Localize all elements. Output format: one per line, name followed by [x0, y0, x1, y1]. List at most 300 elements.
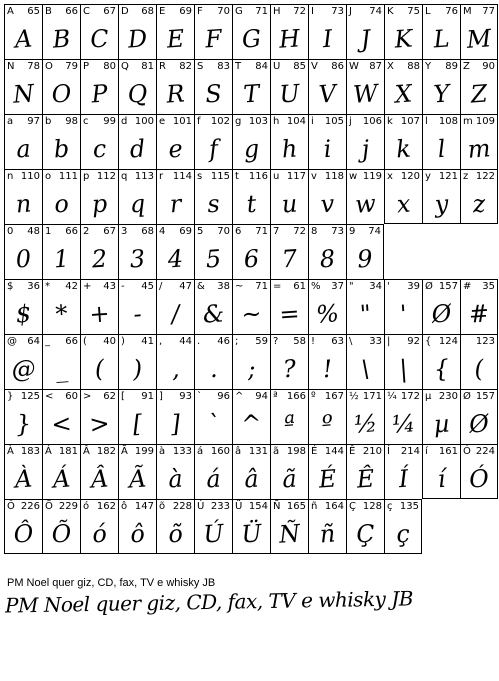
cell-label	[273, 501, 306, 513]
cell-code: 71	[255, 6, 268, 17]
handwritten-glyph: 3	[128, 244, 147, 274]
cell-code: 69	[179, 6, 192, 17]
cell-label	[425, 391, 458, 403]
handwritten-glyph: 8	[318, 244, 337, 274]
cell-character: ~	[235, 281, 244, 292]
glyph-cell	[42, 224, 80, 279]
handwritten-glyph: c	[91, 134, 108, 164]
cell-label	[235, 281, 268, 293]
glyph-cell	[308, 499, 346, 554]
cell-character: >	[83, 391, 92, 402]
cell-code: 75	[407, 6, 420, 17]
cell-label	[349, 61, 382, 73]
handwritten-glyph: z	[471, 189, 487, 218]
cell-label	[45, 6, 78, 18]
cell-code: 36	[27, 281, 40, 292]
cell-code: 113	[134, 171, 154, 182]
handwritten-glyph: \	[360, 354, 371, 384]
cell-label	[83, 116, 116, 128]
cell-code: 46	[217, 336, 230, 347]
handwritten-glyph: 6	[242, 244, 261, 274]
handwritten-glyph: `	[206, 409, 221, 439]
cell-character: X	[387, 61, 394, 72]
cell-character: Ú	[197, 501, 205, 512]
glyph-cell	[422, 4, 460, 59]
glyph-cell	[346, 389, 384, 444]
handwritten-glyph: '	[399, 299, 408, 329]
cell-character: ç	[387, 501, 393, 512]
handwritten-glyph: _	[54, 354, 69, 384]
cell-label	[273, 226, 306, 238]
cell-label	[159, 501, 192, 513]
cell-label	[235, 336, 268, 348]
handwritten-glyph: ½	[352, 409, 379, 439]
glyph-cell	[80, 334, 118, 389]
cell-label	[83, 61, 116, 73]
cell-character: j	[349, 116, 352, 127]
glyph-cell	[346, 334, 384, 389]
glyph-cell	[42, 334, 80, 389]
handwritten-glyph: {	[432, 354, 451, 384]
cell-label	[349, 446, 382, 458]
handwritten-glyph: Ø	[468, 409, 490, 439]
cell-character: _	[45, 336, 50, 347]
cell-label	[7, 336, 40, 348]
glyph-cell	[270, 499, 308, 554]
cell-label	[45, 501, 78, 513]
glyph-cell	[80, 389, 118, 444]
cell-code: 228	[172, 501, 192, 512]
glyph-cell	[308, 224, 346, 279]
glyph-cell	[460, 59, 498, 114]
cell-character: )	[121, 336, 125, 347]
handwritten-glyph: á	[205, 464, 222, 494]
handwritten-glyph: I	[321, 24, 334, 54]
cell-label	[7, 171, 40, 183]
cell-code: 167	[324, 391, 344, 402]
handwritten-glyph: b	[52, 134, 71, 164]
handwritten-glyph: $	[14, 299, 33, 329]
cell-code: 86	[331, 61, 344, 72]
cell-character: à	[159, 446, 166, 457]
cell-code: 34	[369, 281, 382, 292]
handwritten-glyph: n	[14, 189, 33, 219]
cell-label	[45, 61, 78, 73]
glyph-cell	[346, 59, 384, 114]
cell-code: 42	[65, 281, 78, 292]
cell-code: 88	[407, 61, 420, 72]
cell-character: q	[121, 171, 128, 182]
cell-label	[311, 171, 344, 183]
cell-code: 171	[362, 391, 382, 402]
handwritten-glyph: X	[393, 79, 414, 109]
cell-code: 107	[400, 116, 420, 127]
cell-label	[197, 446, 230, 458]
glyph-cell	[80, 4, 118, 59]
handwritten-glyph: |	[398, 354, 409, 384]
cell-label	[7, 61, 40, 73]
cell-code: 162	[96, 501, 116, 512]
handwritten-glyph: ª	[282, 409, 297, 439]
cell-character: Õ	[45, 501, 53, 512]
cell-character: Ã	[121, 446, 128, 457]
handwritten-glyph: 0	[14, 244, 33, 274]
cell-character: Á	[45, 446, 52, 457]
cell-character: t	[235, 171, 239, 182]
handwritten-glyph: K	[393, 24, 414, 54]
glyph-cell	[270, 334, 308, 389]
cell-code: 91	[141, 391, 154, 402]
cell-character: *	[45, 281, 50, 292]
cell-code: 104	[286, 116, 306, 127]
cell-code: 60	[65, 391, 78, 402]
cell-character: K	[387, 6, 394, 17]
handwritten-glyph: #	[467, 299, 490, 329]
cell-label	[45, 391, 78, 403]
cell-label	[273, 61, 306, 73]
glyph-cell	[346, 224, 384, 279]
cell-label	[197, 226, 230, 238]
cell-label	[463, 116, 495, 128]
cell-character: f	[197, 116, 201, 127]
cell-code: 100	[134, 116, 154, 127]
handwritten-glyph: Y	[432, 79, 451, 109]
cell-label	[197, 61, 230, 73]
cell-label	[7, 6, 40, 18]
handwritten-glyph: )	[131, 354, 144, 384]
cell-character: Ü	[235, 501, 243, 512]
cell-label	[159, 171, 192, 183]
cell-label	[425, 61, 458, 73]
cell-character: 6	[235, 226, 242, 237]
cell-code: 72	[293, 6, 306, 17]
glyph-cell	[384, 334, 422, 389]
cell-code: 71	[255, 226, 268, 237]
handwritten-glyph: B	[51, 24, 72, 54]
glyph-cell	[384, 59, 422, 114]
glyph-cell	[118, 279, 156, 334]
cell-label	[159, 116, 192, 128]
cell-label	[121, 226, 154, 238]
cell-character: ;	[235, 336, 239, 347]
handwritten-glyph: e	[167, 134, 184, 164]
cell-character: {	[425, 336, 432, 347]
cell-label	[425, 336, 458, 348]
glyph-cell	[156, 389, 194, 444]
cell-code: 181	[58, 446, 78, 457]
glyph-cell	[384, 279, 422, 334]
cell-code: 131	[248, 446, 268, 457]
cell-character: `	[197, 391, 202, 402]
cell-code: 102	[210, 116, 230, 127]
glyph-cell	[42, 4, 80, 59]
cell-character: 1	[45, 226, 52, 237]
glyph-cell	[384, 444, 422, 499]
glyph-cell	[118, 59, 156, 114]
cell-character: Â	[83, 446, 90, 457]
cell-character: <	[45, 391, 54, 402]
handwritten-glyph: ?	[282, 354, 297, 384]
cell-code: 157	[475, 391, 495, 402]
cell-character: 8	[311, 226, 318, 237]
cell-label	[311, 446, 344, 458]
cell-code: 230	[438, 391, 458, 402]
cell-code: 61	[293, 281, 306, 292]
cell-label	[387, 116, 420, 128]
cell-code: 76	[445, 6, 458, 17]
glyph-cell	[80, 279, 118, 334]
cell-label	[425, 446, 458, 458]
cell-label	[235, 171, 268, 183]
cell-character: A	[7, 6, 14, 17]
cell-label	[197, 6, 230, 18]
glyph-cell	[194, 224, 232, 279]
cell-code: 69	[179, 226, 192, 237]
cell-code: 41	[141, 336, 154, 347]
handwritten-glyph: Ø	[430, 299, 453, 329]
cell-label	[45, 446, 78, 458]
glyph-cell	[118, 4, 156, 59]
handwritten-glyph: l	[436, 134, 447, 164]
glyph-cell	[460, 114, 498, 169]
glyph-cell	[118, 389, 156, 444]
cell-label	[387, 446, 420, 458]
handwritten-glyph: í	[436, 464, 447, 493]
cell-label	[273, 281, 306, 293]
cell-code: 71	[255, 281, 268, 292]
cell-code: 123	[475, 336, 495, 347]
cell-label	[349, 6, 382, 18]
cell-character: É	[311, 446, 318, 457]
cell-code: 84	[255, 61, 268, 72]
handwritten-glyph: M	[465, 24, 493, 54]
cell-code: 33	[369, 336, 382, 347]
cell-code: 214	[400, 446, 420, 457]
cell-label	[311, 6, 344, 18]
cell-label	[197, 171, 230, 183]
cell-label	[235, 226, 268, 238]
glyph-cell	[384, 389, 422, 444]
cell-character: â	[235, 446, 242, 457]
cell-code: 165	[286, 501, 306, 512]
cell-code: 166	[286, 391, 306, 402]
handwritten-glyph: %	[315, 299, 340, 329]
glyph-cell	[42, 279, 80, 334]
cell-code: 144	[324, 446, 344, 457]
cell-code: 112	[96, 171, 116, 182]
handwritten-glyph: ~	[240, 299, 263, 329]
handwritten-glyph: ^	[240, 409, 263, 439]
cell-label	[425, 281, 458, 293]
cell-code: 224	[475, 446, 495, 457]
cell-code: 161	[438, 446, 458, 457]
cell-code: 198	[286, 446, 306, 457]
glyph-cell	[194, 334, 232, 389]
cell-label	[387, 171, 420, 183]
handwritten-glyph: Ü	[240, 518, 263, 549]
cell-code: 98	[65, 116, 78, 127]
cell-label	[235, 61, 268, 73]
cell-label	[311, 501, 344, 513]
cell-character: Q	[121, 61, 129, 72]
glyph-cell	[232, 279, 270, 334]
handwritten-glyph: ó	[91, 519, 108, 548]
handwritten-glyph: 2	[90, 244, 109, 274]
cell-character: !	[311, 336, 316, 347]
glyph-cell	[346, 4, 384, 59]
cell-character: #	[463, 281, 472, 292]
cell-code: 87	[369, 61, 382, 72]
cell-code: 164	[324, 501, 344, 512]
handwritten-glyph: R	[165, 79, 186, 109]
cell-character: y	[425, 171, 431, 182]
cell-character: }	[7, 391, 14, 402]
glyph-cell	[156, 279, 194, 334]
cell-character: h	[273, 116, 280, 127]
cell-code: 183	[20, 446, 40, 457]
glyph-cell	[232, 389, 270, 444]
glyph-cell	[384, 4, 422, 59]
cell-label	[121, 171, 154, 183]
cell-character: S	[197, 61, 204, 72]
cell-character: G	[235, 6, 243, 17]
cell-label	[349, 501, 382, 513]
glyph-cell	[308, 4, 346, 59]
cell-label	[273, 6, 306, 18]
cell-character: z	[463, 171, 469, 182]
handwritten-glyph: º	[320, 409, 335, 439]
glyph-cell	[270, 169, 308, 224]
cell-character: Ó	[463, 446, 471, 457]
glyph-cell	[308, 169, 346, 224]
glyph-cell	[422, 114, 460, 169]
cell-code: 120	[400, 171, 420, 182]
cell-label	[349, 281, 382, 293]
cell-code: 182	[96, 446, 116, 457]
handwritten-glyph: u	[280, 189, 299, 219]
glyph-cell	[460, 334, 498, 389]
cell-character: (	[83, 336, 87, 347]
cell-code: 43	[103, 281, 116, 292]
handwritten-glyph: L	[432, 24, 451, 54]
cell-label	[463, 446, 495, 458]
cell-code: 226	[20, 501, 40, 512]
cell-character: ?	[273, 336, 279, 347]
cell-label	[235, 6, 268, 18]
handwritten-glyph: r	[168, 189, 183, 219]
cell-label	[121, 281, 154, 293]
cell-code: 90	[482, 61, 495, 72]
cell-character: á	[197, 446, 204, 457]
cell-character: J	[349, 6, 352, 17]
cell-label	[311, 391, 344, 403]
cell-code: 66	[65, 6, 78, 17]
cell-character: Z	[463, 61, 470, 72]
cell-label	[311, 226, 344, 238]
handwritten-glyph: .	[208, 354, 219, 384]
handwritten-glyph: <	[50, 409, 73, 439]
handwritten-glyph: x	[395, 189, 412, 218]
cell-label	[425, 6, 458, 18]
glyph-cell	[80, 169, 118, 224]
handwritten-glyph: 4	[166, 244, 185, 274]
glyph-cell	[270, 59, 308, 114]
cell-code: 83	[217, 61, 230, 72]
cell-label	[159, 6, 192, 18]
handwritten-glyph: p	[90, 189, 109, 219]
cell-code: 233	[210, 501, 230, 512]
cell-code: 101	[172, 116, 192, 127]
glyph-cell	[4, 279, 42, 334]
cell-code: 59	[255, 336, 268, 347]
cell-label	[387, 281, 420, 293]
cell-character: x	[387, 171, 393, 182]
glyph-cell	[270, 389, 308, 444]
cell-label	[311, 336, 344, 348]
cell-character: ã	[273, 446, 280, 457]
cell-character: [	[121, 391, 125, 402]
cell-code: 62	[103, 391, 116, 402]
handwritten-glyph: t	[245, 189, 258, 219]
cell-label	[463, 6, 495, 18]
cell-character: a	[7, 116, 14, 127]
cell-label	[45, 171, 78, 183]
cell-character: 7	[273, 226, 280, 237]
handwritten-glyph: A	[13, 24, 34, 54]
cell-label	[121, 501, 154, 513]
glyph-cell	[308, 444, 346, 499]
handwritten-glyph: µ	[432, 409, 451, 439]
cell-label	[235, 116, 268, 128]
handwritten-glyph: W	[352, 79, 379, 109]
cell-code: 121	[438, 171, 458, 182]
cell-character: e	[159, 116, 166, 127]
cell-character: \	[349, 336, 353, 347]
glyph-cell	[42, 444, 80, 499]
cell-label	[273, 116, 306, 128]
cell-label	[425, 171, 458, 183]
cell-code: 70	[217, 226, 230, 237]
cell-code: 72	[293, 226, 306, 237]
glyph-cell	[156, 114, 194, 169]
glyph-cell	[80, 224, 118, 279]
glyph-cell	[232, 59, 270, 114]
cell-label	[463, 281, 495, 293]
cell-character: µ	[425, 391, 432, 402]
cell-code: 81	[141, 61, 154, 72]
glyph-cell	[4, 499, 42, 554]
cell-code: 92	[407, 336, 420, 347]
cell-code: 97	[27, 116, 40, 127]
handwritten-glyph: à	[167, 464, 184, 494]
cell-character: ¼	[387, 391, 397, 402]
glyph-cell	[80, 59, 118, 114]
handwritten-glyph: G	[240, 24, 263, 54]
cell-character: s	[197, 171, 203, 182]
handwritten-glyph: (	[473, 354, 485, 384]
cell-label	[387, 6, 420, 18]
handwritten-glyph: ;	[246, 354, 257, 384]
glyph-cell	[156, 499, 194, 554]
cell-label	[7, 281, 40, 293]
cell-code: 94	[255, 391, 268, 402]
cell-code: 74	[369, 6, 382, 17]
handwritten-glyph: "	[359, 299, 372, 329]
cell-code: 157	[438, 281, 458, 292]
glyph-cell	[194, 279, 232, 334]
cell-character: 2	[83, 226, 90, 237]
cell-label	[349, 391, 382, 403]
